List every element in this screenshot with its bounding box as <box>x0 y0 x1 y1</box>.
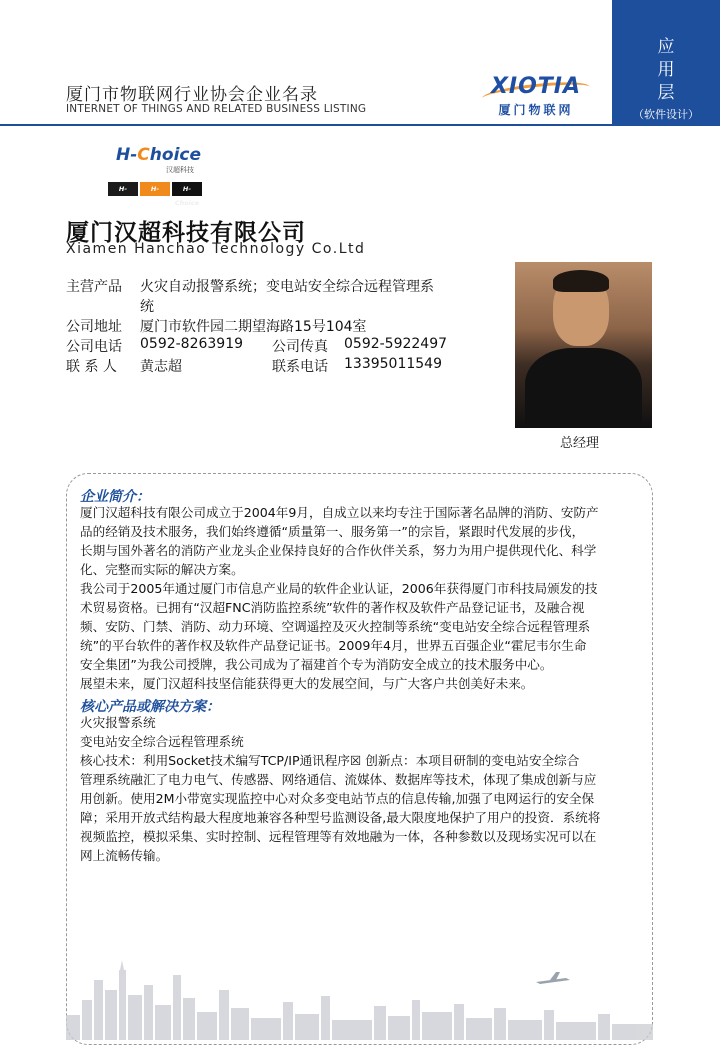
intro-line: 统”的平台软件的著作权及软件产品登记证书。2009年4月，世界五百强企业“霍尼韦尔生命 <box>80 638 587 653</box>
products-value: 火灾自动报警系统；变电站安全综合远程管理系 <box>140 279 434 295</box>
company-logo <box>116 143 206 175</box>
intro-line: 术贸易资格。已拥有“汉超FNC消防监控系统”软件的著作权及软件产品登记证书，及融合视 <box>80 600 585 615</box>
intro-line: 频、安防、门禁、消防、动力环境、空调遥控及灭火控制等系统“变电站安全综合远程管理系 <box>80 619 591 634</box>
solutions-line: 网上流畅传输。 <box>80 848 169 863</box>
solutions-line: 变电站安全综合远程管理系统 <box>80 734 244 749</box>
intro-heading: 企业简介： <box>80 489 150 505</box>
solutions-heading: 核心产品或解决方案： <box>80 699 220 715</box>
category-tab-sub: （软件设计） <box>633 108 699 121</box>
solutions-line: 核心技术：利用Socket技术编写TCP/IP通讯程序☒ 创新点：本项目研制的变电站安全综合 <box>80 753 580 768</box>
header-divider <box>0 124 612 126</box>
city-skyline-illustration <box>66 960 653 1040</box>
intro-line: 我公司于2005年通过厦门市信息产业局的软件企业认证，2006年获得厦门市科技局颁发的技 <box>80 581 598 596</box>
address-value: 厦门市软件园二期望海路15号104室 <box>140 319 367 335</box>
intro-line: 长期与国外著名的消防产业龙头企业保持良好的合作伙伴关系，努力为用户提供现代化、科学 <box>80 543 597 558</box>
company-logo-cn: 汉超科技 <box>166 166 194 174</box>
manager-photo <box>515 262 652 428</box>
category-tab <box>612 0 720 126</box>
contact-value: 黄志超 <box>140 359 182 375</box>
products-value-cont: 统 <box>140 299 154 315</box>
intro-line: 厦门汉超科技有限公司成立于2004年9月，自成立以来均专注于国际著名品牌的消防、安防产 <box>80 505 599 520</box>
xiotia-logo <box>472 74 600 120</box>
products-label: 主营产品 <box>66 279 122 295</box>
phone-value: 0592-8263919 <box>140 336 244 352</box>
fax-value: 0592-5922497 <box>344 336 448 352</box>
intro-line: 展望未来，厦门汉超科技坚信能获得更大的发展空间，与广大客户共创美好未来。 <box>80 676 534 691</box>
intro-line: 安全集团”为我公司授牌，我公司成为了福建首个专为消防安全成立的技术服务中心。 <box>80 657 553 672</box>
contact-phone-value: 13395011549 <box>344 356 442 372</box>
category-tab-label: 应 用 层 <box>657 37 675 103</box>
phone-label: 公司电话 <box>66 339 122 355</box>
contact-phone-label: 联系电话 <box>272 359 328 375</box>
solutions-line: 管理系统融汇了电力电气、传感器、网络通信、流媒体、数据库等技术，体现了集成创新与应 <box>80 772 597 787</box>
xiotia-logo-text: XIOTIA <box>490 74 582 99</box>
solutions-line: 用创新。使用2M小带宽实现监控中心对众多变电站节点的信息传输,加强了电网运行的安全保 <box>80 791 595 806</box>
intro-line: 化、完整而实际的解决方案。 <box>80 562 244 577</box>
logo-variant-orange: H-Choice <box>140 182 170 196</box>
contact-label: 联 系 人 <box>66 359 117 375</box>
intro-text <box>80 503 642 693</box>
solutions-text <box>80 713 642 865</box>
airplane-icon <box>536 972 570 984</box>
logo-variant-black: H-Choice <box>172 182 202 196</box>
solutions-line: 障；采用开放式结构最大程度地兼容各种型号监测设备,最大限度地保护了用户的投资．系统将 <box>80 810 601 825</box>
fax-label: 公司传真 <box>272 339 328 355</box>
solutions-line: 视频监控，模拟采集、实时控制、远程管理等有效地融为一体，各种参数以及现场实况可以在 <box>80 829 597 844</box>
company-name-en: Xiamen Hanchao Technology Co.Ltd <box>66 241 366 257</box>
solutions-line: 火灾报警系统 <box>80 715 156 730</box>
xiotia-logo-cn: 厦门物联网 <box>498 103 574 117</box>
company-name-cn: 厦门汉超科技有限公司 <box>66 220 306 246</box>
address-label: 公司地址 <box>66 319 122 335</box>
company-logo-text: H-Choice <box>116 145 201 165</box>
header-subtitle: INTERNET OF THINGS AND RELATED BUSINESS LISTING <box>66 103 367 115</box>
header-title: 厦门市物联网行业协会企业名录 <box>66 85 318 105</box>
photo-caption: 总经理 <box>560 436 600 451</box>
intro-line: 品的经销及技术服务，我们始终遵循“质量第一、服务第一”的宗旨，紧跟时代发展的步伐， <box>80 524 585 539</box>
logo-variant-dark: H-Choice <box>108 182 138 196</box>
